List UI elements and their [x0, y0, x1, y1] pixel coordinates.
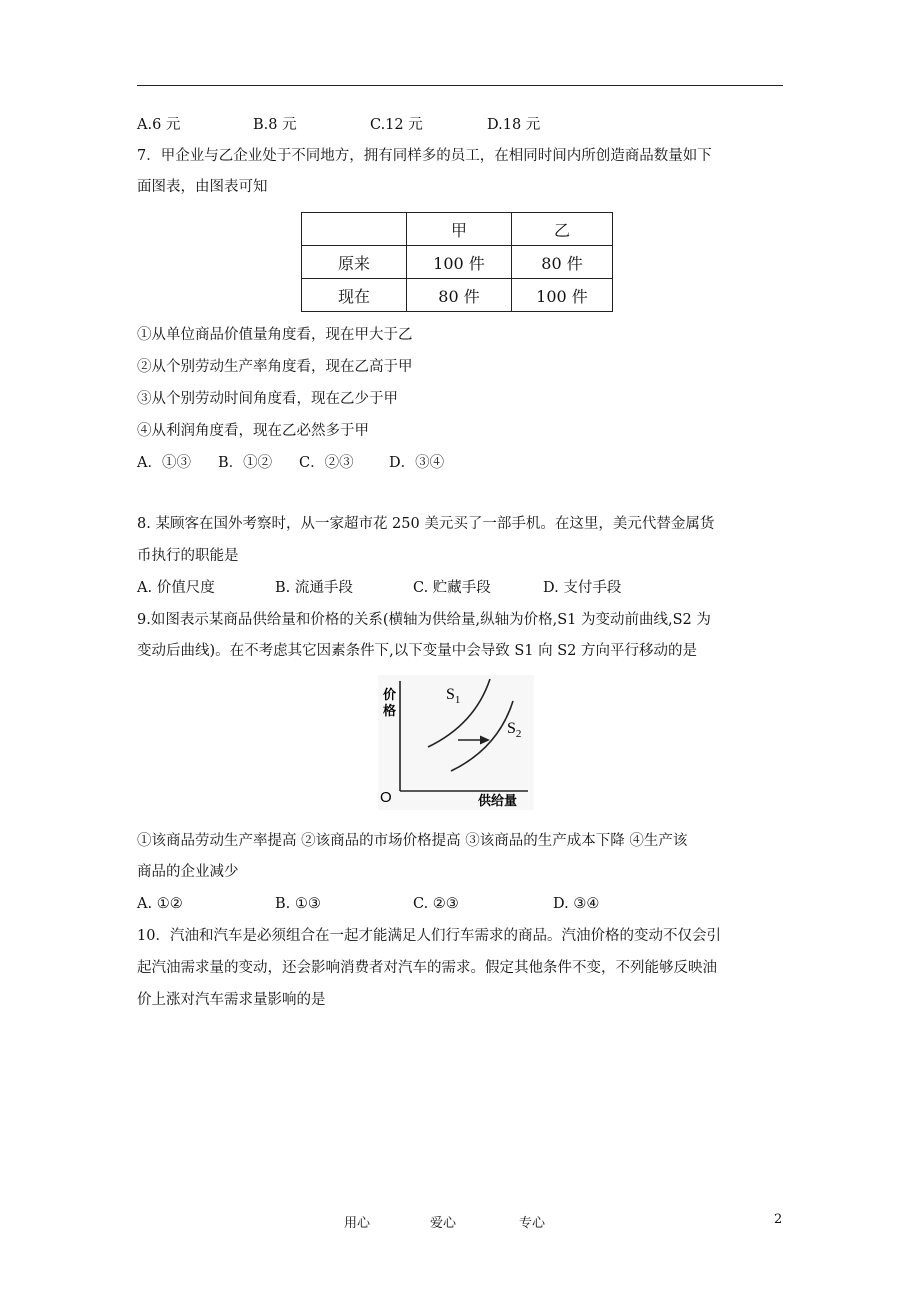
series-s1-label-sub: 1 [454, 694, 461, 706]
q10-line3: 价上涨对汽车需求量影响的是 [137, 992, 326, 1008]
table-cell: 100 件 [512, 279, 613, 312]
table-cell: 80 件 [407, 279, 512, 312]
q7-option-d: D．③④ [389, 455, 445, 471]
q7-item-2: ②从个别劳动生产率角度看，现在乙高于甲 [137, 359, 413, 375]
footer-left: 用心 [344, 1216, 371, 1231]
q8-stem-line1: 8. 某顾客在国外考察时，从一家超市花 250 美元买了一部手机。在这里，美元代替金属货 [137, 516, 715, 532]
q9-items-line1: ①该商品劳动生产率提高 ②该商品的市场价格提高 ③该商品的生产成本下降 ④生产该 [137, 833, 688, 849]
q8-option-c: C. 贮藏手段 [413, 580, 491, 596]
q7-option-c: C．②③ [299, 455, 354, 471]
series-s1-label-main: S [446, 686, 455, 703]
table-cell: 乙 [512, 213, 613, 246]
table-cell: 100 件 [407, 246, 512, 279]
header-rule [137, 85, 783, 86]
table-row [302, 246, 613, 279]
series-s2-label-main: S [507, 720, 516, 737]
table-row [302, 213, 613, 246]
q9-option-b: B. ①③ [275, 896, 321, 912]
q7-table [301, 212, 613, 312]
q9-stem-line2: 变动后曲线)。在不考虑其它因素条件下,以下变量中会导致 S1 向 S2 方向平行移动的是 [137, 643, 698, 659]
q7-option-b: B．①② [218, 455, 273, 471]
q6-option-d: D.18 元 [487, 117, 541, 133]
table-cell: 现在 [302, 279, 407, 312]
page-number: 2 [774, 1212, 783, 1227]
q9-option-d: D. ③④ [553, 896, 600, 912]
y-axis-label-char-2: 格 [383, 703, 397, 718]
table-row [302, 279, 613, 312]
q8-stem-line2: 币执行的职能是 [137, 548, 239, 564]
q7-option-a: A．①③ [137, 455, 191, 471]
q7-item-4: ④从利润角度看，现在乙必然多于甲 [137, 423, 369, 439]
q6-option-b: B.8 元 [253, 117, 297, 133]
q9-option-a: A. ①② [137, 896, 183, 912]
q6-option-c: C.12 元 [370, 117, 423, 133]
supply-curve-chart [378, 675, 534, 810]
footer-right: 专心 [519, 1216, 546, 1231]
footer-middle: 爱心 [430, 1216, 457, 1231]
q7-stem-line2: 面图表，由图表可知 [137, 179, 268, 195]
q10-line1: 10．汽油和汽车是必须组合在一起才能满足人们行车需求的商品。汽油价格的变动不仅会引 [137, 928, 721, 944]
q8-option-b: B. 流通手段 [275, 580, 353, 596]
q10-line2: 起汽油需求量的变动，还会影响消费者对汽车的需求。假定其他条件不变，不列能够反映油 [137, 960, 717, 976]
q7-stem-line1: 7．甲企业与乙企业处于不同地方，拥有同样多的员工，在相同时间内所创造商品数量如下 [137, 148, 712, 164]
table-cell: 甲 [407, 213, 512, 246]
series-s2-label-sub: 2 [515, 728, 522, 740]
q9-stem-line1: 9.如图表示某商品供给量和价格的关系(横轴为供给量,纵轴为价格,S1 为变动前曲线,S2 为 [137, 612, 711, 628]
q7-item-1: ①从单位商品价值量角度看，现在甲大于乙 [137, 327, 413, 343]
q9-option-c: C. ②③ [413, 896, 459, 912]
table-cell: 80 件 [512, 246, 613, 279]
q6-option-a: A.6 元 [137, 117, 181, 133]
table-cell [302, 213, 407, 246]
table-cell: 原来 [302, 246, 407, 279]
x-axis-label: 供给量 [478, 793, 518, 808]
q8-option-a: A. 价值尺度 [137, 580, 215, 596]
q8-option-d: D. 支付手段 [543, 580, 622, 596]
origin-label: O [380, 789, 392, 806]
y-axis-label-char-1: 价 [383, 687, 397, 702]
q7-item-3: ③从个别劳动时间角度看，现在乙少于甲 [137, 391, 398, 407]
q9-items-line2: 商品的企业减少 [137, 864, 239, 880]
